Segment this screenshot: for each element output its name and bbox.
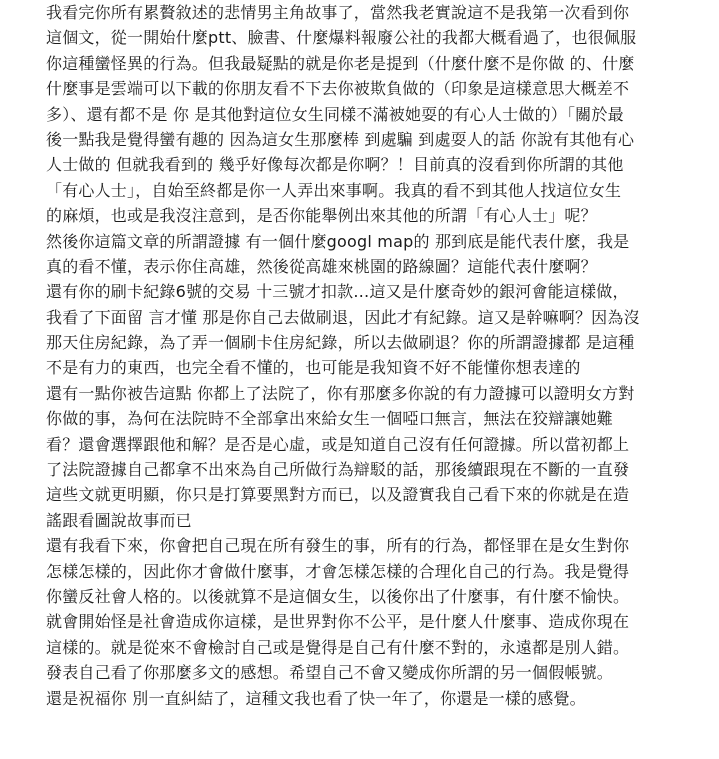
post-line: 謠跟看圖說故事而已 [46,510,192,530]
post-line: 怎樣怎樣的，因此你才會做什麼事，才會怎樣怎樣的合理化自己的行為。我是覺得 [46,561,630,581]
post-line: 還有一點你被告這點 你都上了法院了，你有那麼多你說的有力證據可以證明女方對 [46,383,635,403]
post-line: 還有你的刷卡紀錄6號的交易 十三號才扣款…這又是什麼奇妙的銀河會能這樣做， [46,282,629,302]
post-line: 我看完你所有累贅敘述的悲情男主角故事了，當然我老實說這不是我第一次看到你 [46,3,630,22]
post-line: 了法院證據自己都拿不出來為自己所做行為辯駁的話，那後續跟現在不斷的一直發 [46,460,630,480]
post-line: 多）、還有都不是 你 是其他對這位女生同樣不滿被她耍的有心人士做的）「關於最 [46,104,624,124]
post-line: 看？還會選擇跟他和解？是否是心虛，或是知道自己沒有任何證據。所以當初都上 [46,434,630,454]
post-line: 發表自己看了你那麼多文的感想。希望自己不會又變成你所謂的另一個假帳號。 [46,663,614,683]
post-line: 那天住房紀錄，為了弄一個刷卡住房紀錄，所以去做刷退？你的所謂證據都 是這種 [46,333,635,353]
post-line: 然後你這篇文章的所謂證據 有一個什麼googl map的 那到底是能代表什麼，我是 [46,231,630,251]
post-line: 這樣的。就是從來不會檢討自己或是覺得是自己有什麼不對的，永遠都是別人錯。 [46,637,630,657]
post-line: 就會開始怪是社會造成你這樣，是世界對你不公平，是什麼人什麼事、造成你現在 [46,612,630,632]
post-line: 什麼事是雲端可以下載的你朋友看不下去你被欺負做的（印象是這樣意思大概差不 [46,79,630,99]
post-line: 你做的事，為何在法院時不全部拿出來給女生一個啞口無言，無法在狡辯讓她難 [46,409,614,429]
post-line: 不是有力的東西，也完全看不懂的，也可能是我知資不好不能懂你想表達的 [46,358,581,378]
post-line: 還有我看下來，你會把自己現在所有發生的事，所有的行為，都怪罪在是女生對你 [46,536,630,556]
post-line: 人士做的 但就我看到的 幾乎好像每次都是你啊？！目前真的沒看到你所謂的其他 [46,155,624,175]
post-line: 後一點我是覺得蠻有趣的 因為這女生那麼棒 到處騙 到處耍人的話 你說有其他有心 [46,129,635,149]
post-line: 真的看不懂，表示你住高雄，然後從高雄來桃園的路線圖？這能代表什麼啊？ [46,256,597,276]
post-line: 你蠻反社會人格的。以後就算不是這個女生，以後你出了什麼事，有什麼不愉快。 [46,586,630,606]
post-line: 我看了下面留 言才懂 那是你自己去做刷退，因此才有紀錄。這又是幹嘛啊？因為沒 [46,307,640,327]
post-line: 的麻煩，也或是我沒注意到，是否你能舉例出來其他的所謂「有心人士」呢？ [46,206,597,226]
post-line: 這個文，從一開始什麼ptt、臉書、什麼爆料報廢公社的我都大概看過了，也很佩服 [46,28,637,48]
post-line: 你這種蠻怪異的行為。但我最疑點的就是你老是提到（什麼什麼不是你做 的、什麼 [46,53,635,73]
post-line: 這些文就更明顯，你只是打算要黑對方而已，以及證實我自己看下來的你就是在造 [46,485,630,505]
post-body [46,0,646,711]
post-line: 還是祝福你 別一直糾結了，這種文我也看了快一年了，你還是一樣的感覺。 [46,688,586,708]
post-line: 「有心人士」，自始至終都是你一人弄出來事啊。我真的看不到其他人找這位女生 [46,180,622,200]
